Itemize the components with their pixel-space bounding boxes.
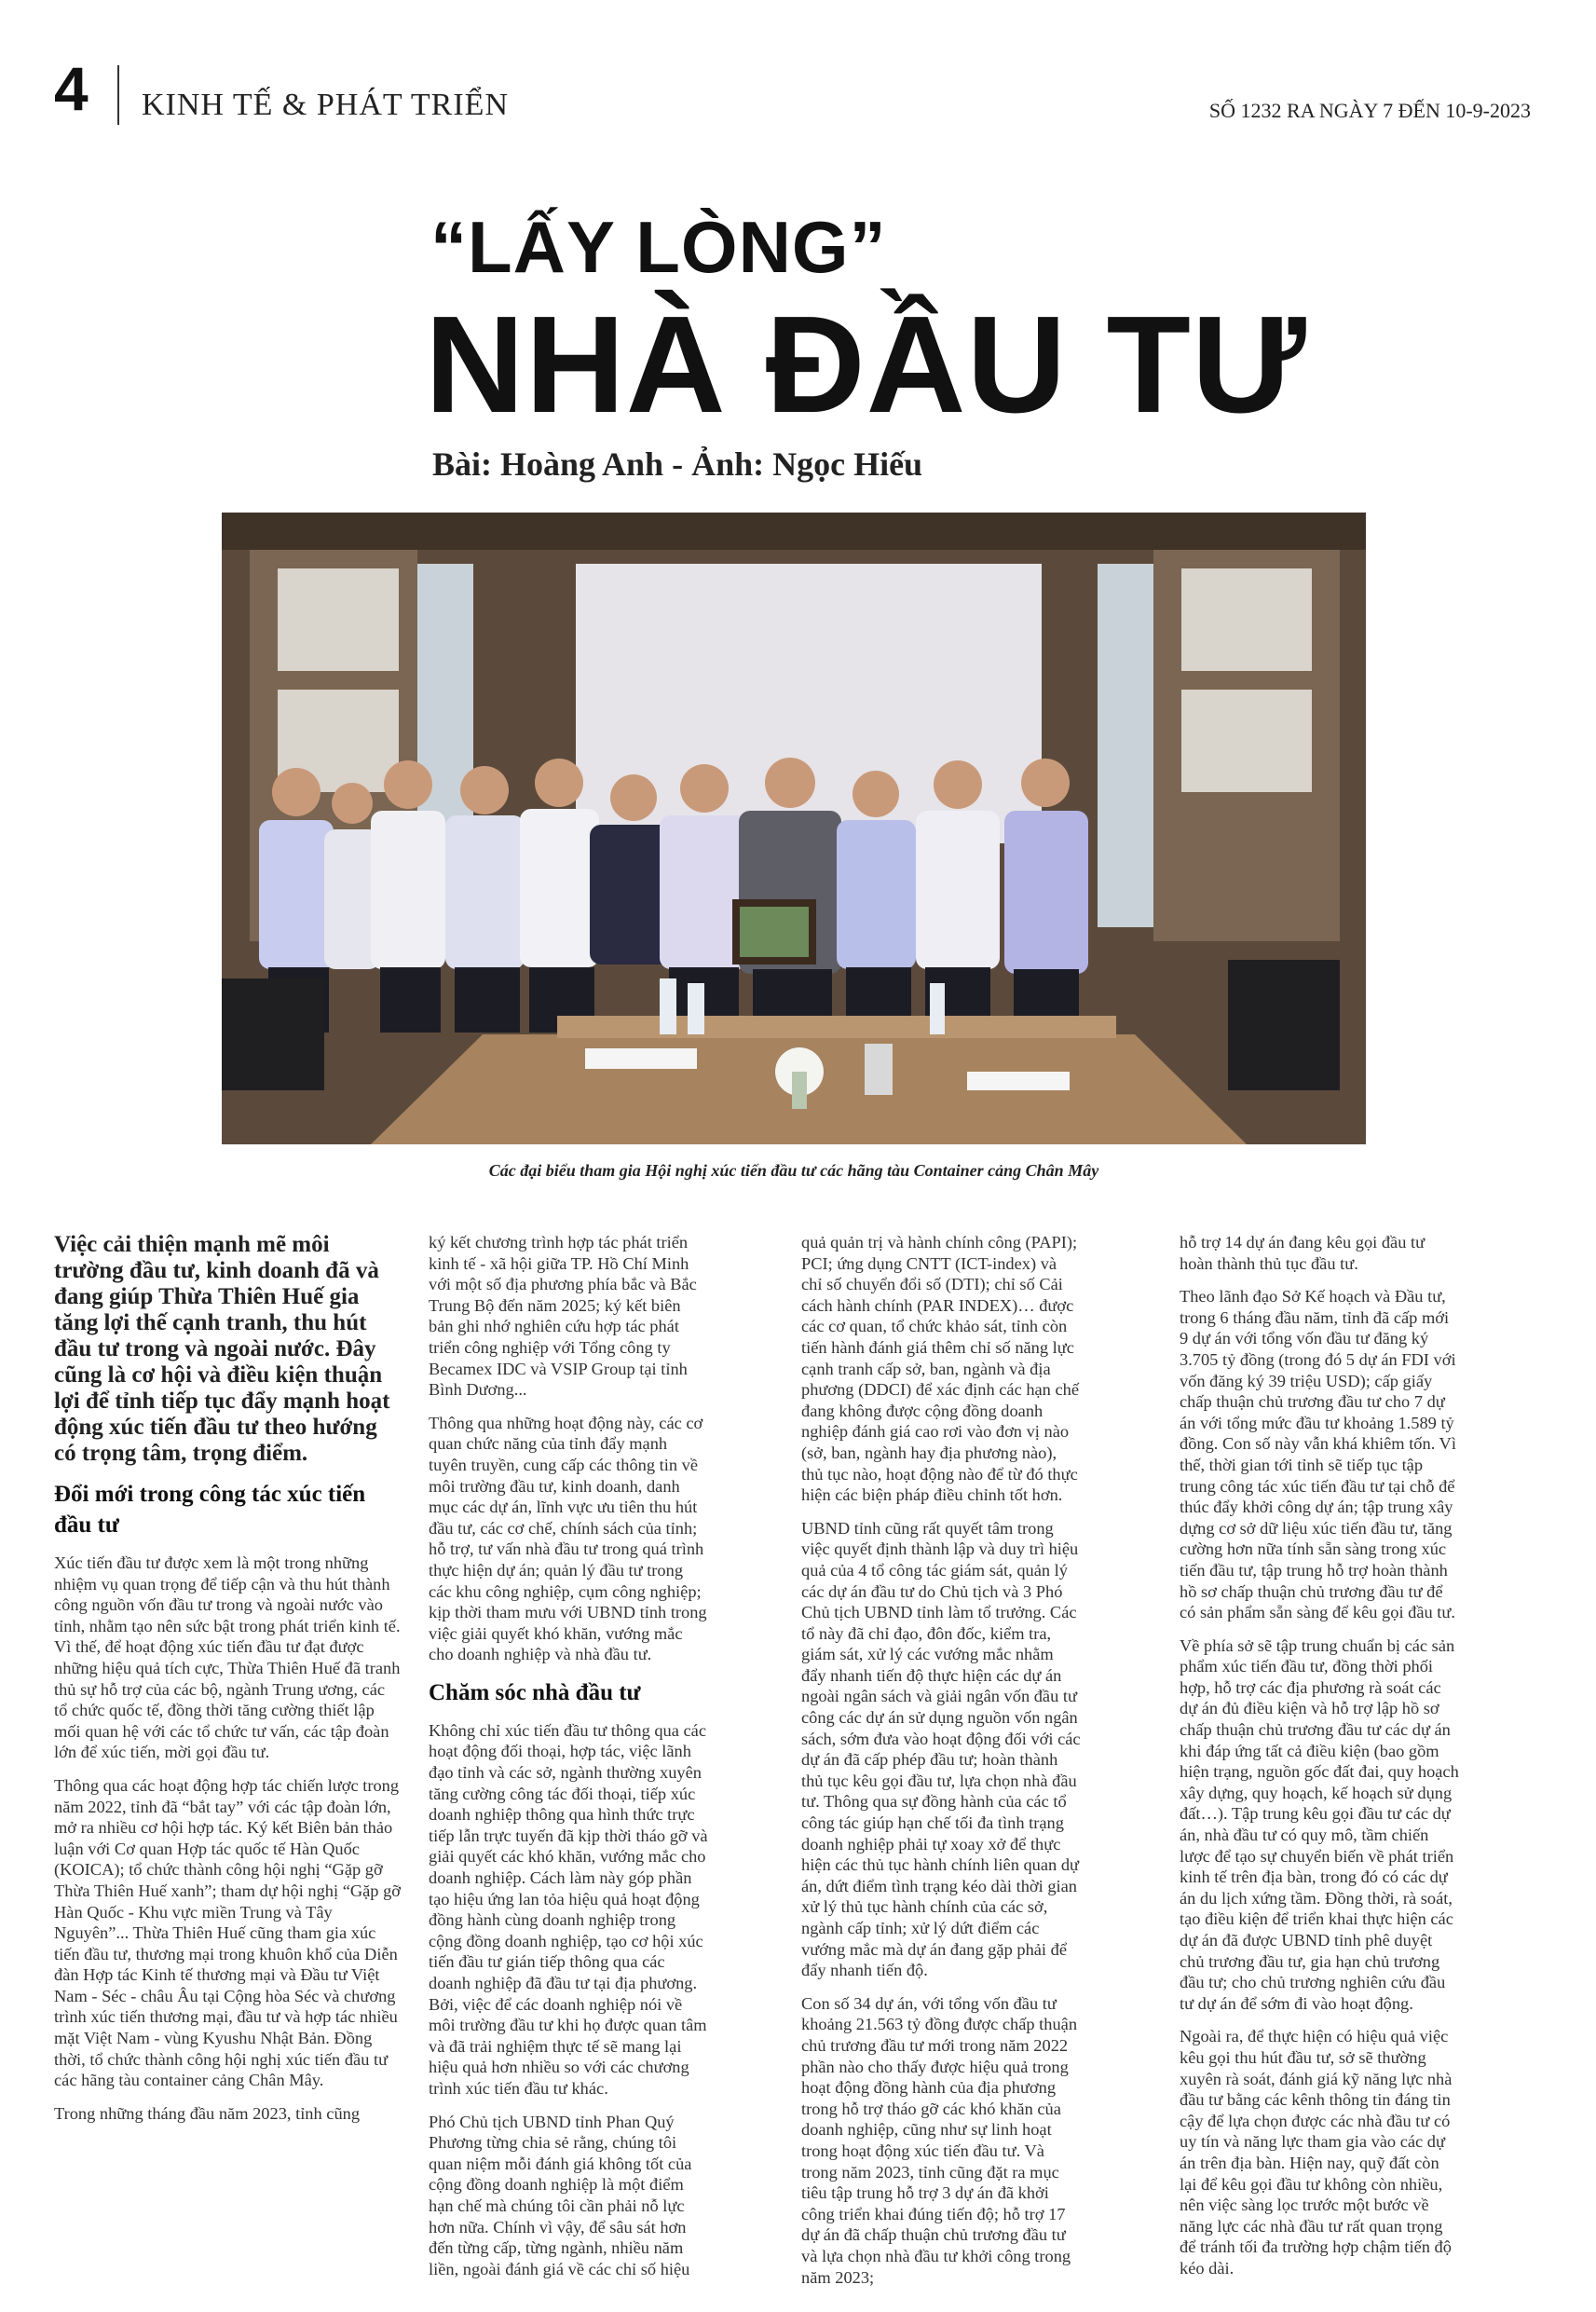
- headline-line-2: NHÀ ĐẦU TƯ: [425, 288, 1307, 442]
- section-title: KINH TẾ & PHÁT TRIỂN: [142, 88, 509, 122]
- paragraph: Theo lãnh đạo Sở Kế hoạch và Đầu tư, trong 6 tháng đầu năm, tỉnh đã cấp mới 9 dự án với tổng vốn đầu tư đăng ký 3.705 tỷ đồng (trong đó 5 dự án FDI với vốn đăng ký 39 triệu USD); cấp giấy chấp thuận chủ trương đầu tư cho 7 dự án với tổng mức đầu tư khoảng 1.589 tỷ đồng. Con số này vẫn khá khiêm tốn. Vì thế, thời gian tới tỉnh sẽ tiếp tục tập trung công tác xúc tiến đầu tư tại chỗ để thúc đẩy khởi công dự án; tập trung xây dựng cơ sở dữ liệu xúc tiến đầu tư, tăng cường hơn nữa tính sẵn sàng trong xúc tiến đầu tư, tập trung hỗ trợ hoàn thành hồ sơ chấp thuận chủ trương đầu tư để có sản phẩm sẵn sàng để kêu gọi đầu tư.: [1180, 1287, 1456, 1622]
- headline-line-1: “LẤY LÒNG”: [430, 206, 887, 288]
- lead-paragraph: Việc cải thiện mạnh mẽ môi trường đầu tư, kinh doanh đã và đang giúp Thừa Thiên Huế gia tăng lợi thế cạnh tranh, thu hút đầu tư trong và ngoài nước. Đây cũng là cơ hội và điều kiện thuận lợi để tỉnh tiếp tục đẩy mạnh hoạt động xúc tiến đầu tư theo hướng có trọng tâm, trọng điểm.: [54, 1232, 390, 1466]
- paragraph: Thông qua các hoạt động hợp tác chiến lược trong năm 2022, tỉnh đã “bắt tay” với các tập đoàn lớn, mở ra nhiều cơ hội hợp tác. Ký kết Biên bản thảo luận với Cơ quan Hợp tác quốc tế Hàn Quốc (KOICA); tổ chức thành công hội nghị “Gặp gỡ Thừa Thiên Huế xanh”; tham dự hội nghị “Gặp gỡ Hàn Quốc - Khu vực miền Trung và Tây Nguyên”... Thừa Thiên Huế cũng tham gia xúc tiến đầu tư, thương mại trong khuôn khổ của Diễn đàn Hợp tác Kinh tế thương mại và Đầu tư Việt Nam - Séc - châu Âu tại Cộng hòa Séc và chương trình xúc tiến thương mại, đầu tư và hợp tác nhiều mặt Việt Nam - vùng Kyushu Nhật Bản. Đồng thời, tổ chức thành công hội nghị xúc tiến đầu tư các hãng tàu container cảng Chân Mây.: [54, 1775, 402, 2090]
- page-number: 4: [54, 54, 89, 123]
- paragraph: Ngoài ra, để thực hiện có hiệu quả việc kêu gọi thu hút đầu tư, sở sẽ thường xuyên rà soát, đánh giá kỹ năng lực nhà đầu tư bằng các kênh thông tin đáng tin cậy để lựa chọn được các nhà đầu tư có uy tín và năng lực tham gia vào các dự án trên địa bàn. Hiện nay, quỹ đất còn lại để kêu gọi đầu tư không còn nhiều, nên việc sàng lọc trước một bước về năng lực các nhà đầu tư rất quan trọng để tránh tối đa trường hợp chậm tiến độ kéo dài.: [1180, 2027, 1453, 2278]
- paragraph: ký kết chương trình hợp tác phát triển kinh tế - xã hội giữa TP. Hồ Chí Minh với một số địa phương phía bắc và Bắc Trung Bộ đến năm 2025; ký kết biên bản ghi nhớ nghiên cứu hợp tác phát triển công nghiệp với Tổng công ty Becamex IDC và VSIP Group tại tỉnh Bình Dương...: [429, 1233, 697, 1400]
- paragraph: UBND tỉnh cũng rất quyết tâm trong việc quyết định thành lập và duy trì hiệu quả của 4 tổ công tác giám sát, quản lý các dự án đầu tư do Chủ tịch và 3 Phó Chủ tịch UBND tỉnh làm tổ trưởng. Các tổ này đã chỉ đạo, đôn đốc, kiểm tra, giám sát, xử lý các vướng mắc nhằm đẩy nhanh tiến độ thực hiện các dự án ngoài ngân sách và giải ngân vốn đầu tư công các dự án sử dụng nguồn vốn ngân sách, sớm đưa vào hoạt động đối với các dự án đã cấp phép đầu tư; hoàn thành thủ tục kêu gọi đầu tư, lựa chọn nhà đầu tư. Thông qua sự đồng hành của các tổ công tác giúp hạn chế tối đa tình trạng doanh nghiệp phải tự xoay xở để thực hiện các thủ tục hành chính liên quan dự án, dứt điểm tình trạng kéo dài thời gian xử lý thủ tục hành chính của các sở, ngành cấp tỉnh; xử lý dứt điểm các vướng mắc mà dự án đang gặp phải để đẩy nhanh tiến độ.: [801, 1518, 1081, 1980]
- article-photo: [222, 513, 1366, 1144]
- column-1: [54, 1232, 401, 2136]
- photo-caption: Các đại biểu tham gia Hội nghị xúc tiến đầu tư các hãng tàu Container cảng Chân Mây: [488, 1161, 1099, 1180]
- byline: Bài: Hoàng Anh - Ảnh: Ngọc Hiếu: [432, 445, 923, 483]
- paragraph: Thông qua những hoạt động này, các cơ quan chức năng của tỉnh đẩy mạnh tuyên truyền, cung cấp các thông tin về môi trường đầu tư, kinh doanh, danh mục các dự án, lĩnh vực ưu tiên thu hút đầu tư, các cơ chế, chính sách của tỉnh; hỗ trợ, tư vấn nhà đầu tư trong quá trình thực hiện dự án; quản lý đầu tư trong các khu công nghiệp, cụm công nghiệp; kịp thời tham mưu với UBND tỉnh trong việc giải quyết khó khăn, vướng mắc cho doanh nghiệp và nhà đầu tư.: [429, 1413, 707, 1664]
- paragraph: Phó Chủ tịch UBND tỉnh Phan Quý Phương từng chia sẻ rằng, chúng tôi quan niệm mỗi đánh giá không tốt của cộng đồng doanh nghiệp là một điểm hạn chế mà chúng tôi cần phải nỗ lực hơn nữa. Chính vì vậy, để sâu sát hơn đến từng cấp, từng ngành, nhiều năm liền, ngoài đánh giá về các chỉ số hiệu: [429, 2112, 692, 2278]
- paragraph: hỗ trợ 14 dự án đang kêu gọi đầu tư hoàn thành thủ tục đầu tư.: [1180, 1233, 1425, 1273]
- group-photo-illustration: [222, 513, 1366, 1144]
- subheading-1: Đổi mới trong công tác xúc tiến đầu tư: [54, 1482, 366, 1538]
- paragraph: Xúc tiến đầu tư được xem là một trong những nhiệm vụ quan trọng để tiếp cận và thu hút thành công nguồn vốn đầu tư trong và ngoài nước vào tỉnh, nhằm tạo nên sức bật trong phát triển kinh tế. Vì thế, để hoạt động xúc tiến đầu tư đạt được những hiệu quả tích cực, Thừa Thiên Huế đã tranh thủ sự hỗ trợ của các bộ, ngành Trung ương, các tổ chức quốc tế, đồng thời tăng cường thiết lập mối quan hệ với các tổ chức tư vấn, các tập đoàn lớn để xúc tiến, mời gọi đầu tư.: [54, 1553, 401, 1762]
- issue-info: SỐ 1232 RA NGÀY 7 ĐẾN 10-9-2023: [1208, 99, 1531, 122]
- column-2: [429, 1232, 708, 2291]
- column-4: [1180, 1232, 1459, 2291]
- paragraph: Con số 34 dự án, với tổng vốn đầu tư khoảng 21.563 tỷ đồng được chấp thuận chủ trương đầu tư mới trong năm 2022 phần nào cho thấy được hiệu quả trong hoạt động đồng hành của địa phương trong hỗ trợ tháo gỡ các khó khăn của doanh nghiệp, cũng như sự linh hoạt trong hoạt động xúc tiến đầu tư. Và trong năm 2023, tỉnh cũng đặt ra mục tiêu tập trung hỗ trợ 3 dự án đã khởi công triển khai đúng tiến độ; hỗ trợ 17 dự án đã chấp thuận chủ trương đầu tư và lựa chọn nhà đầu tư khởi công trong năm 2023;: [801, 1993, 1078, 2287]
- paragraph: Không chỉ xúc tiến đầu tư thông qua các hoạt động đối thoại, hợp tác, việc lãnh đạo tỉnh và các sở, ngành thường xuyên tăng cường công tác đối thoại, tiếp xúc doanh nghiệp thông qua hình thức trực tiếp lẫn trực tuyến đã kịp thời tháo gỡ và giải quyết các khó khăn, vướng mắc cho doanh nghiệp. Cách làm này góp phần tạo hiệu ứng lan tỏa hiệu quả hoạt động đồng hành cùng doanh nghiệp trong cộng đồng doanh nghiệp, tạo cơ hội xúc tiến đầu tư gián tiếp thông qua các doanh nghiệp đã đầu tư tại địa phương. Bởi, việc để các doanh nghiệp nói về môi trường đầu tư khi họ được quan tâm và đã trải nghiệm thực tế sẽ mang lại hiệu quả hơn nhiều so với các chương trình xúc tiến đầu tư khác.: [429, 1720, 708, 2098]
- column-3: [801, 1232, 1081, 2300]
- header-divider: [117, 65, 119, 125]
- paragraph: quả quản trị và hành chính công (PAPI); PCI; ứng dụng CNTT (ICT-index) và chỉ số chuyển đổi số (DTI); chỉ số Cải cách hành chính (PAR INDEX)… được các cơ quan, tổ chức khảo sát, tỉnh còn tiến hành đánh giá thêm chỉ số năng lực cạnh tranh cấp sở, ban, ngành và địa phương (DDCI) để xác định các hạn chế đang không được cộng đồng doanh nghiệp đánh giá cao rơi vào đơn vị nào (sở, ban, ngành hay địa phương nào), thủ tục nào, hoạt động nào để từ đó thực hiện các biện pháp điều chỉnh tốt hơn.: [801, 1233, 1079, 1505]
- subheading-2: Chăm sóc nhà đầu tư: [429, 1679, 641, 1705]
- paragraph: Trong những tháng đầu năm 2023, tỉnh cũng: [54, 2103, 361, 2123]
- paragraph: Về phía sở sẽ tập trung chuẩn bị các sản phẩm xúc tiến đầu tư, đồng thời phối hợp, hỗ trợ các địa phương rà soát các dự án đủ điều kiện và hỗ trợ lập hồ sơ chấp thuận chủ trương đầu tư các dự án khi đáp ứng tất cả điều kiện (bao gồm hiện trạng, nguồn gốc đất đai, quy hoạch xây dựng, quy hoạch, kế hoạch sử dụng đất…). Tập trung kêu gọi đầu tư các dự án, nhà đầu tư có quy mô, tầm chiến lược để tạo sự chuyển biến về phát triển kinh tế trên địa bàn, trong đó có các dự án du lịch xứng tầm. Đồng thời, rà soát, tạo điều kiện để triển khai thực hiện các dự án đã được UBND tỉnh phê duyệt chủ trương đầu tư, gia hạn chủ trương đầu tư; cho chủ trương nghiên cứu đầu tư dự án để sớm đi vào hoạt động.: [1180, 1635, 1459, 2013]
